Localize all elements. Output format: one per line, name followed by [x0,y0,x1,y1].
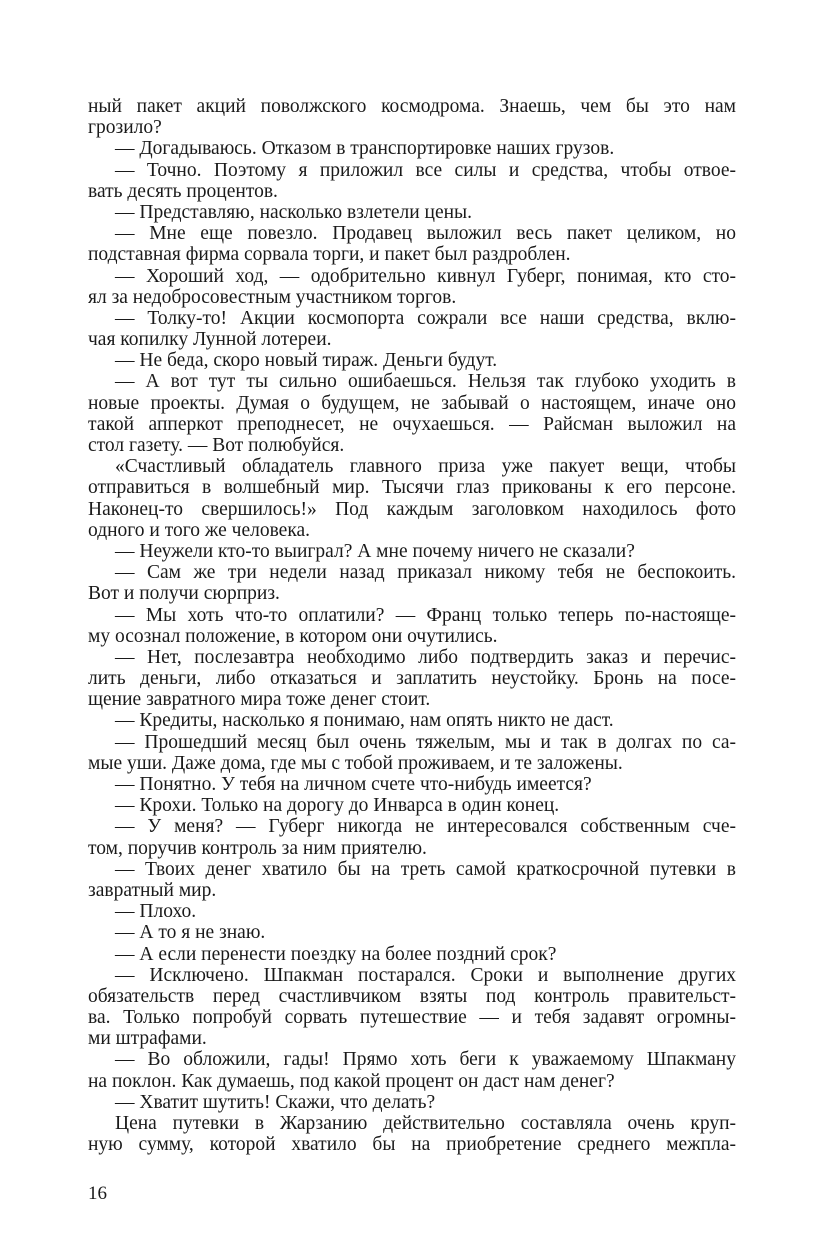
text-line: — Точно. Поэтому я приложил все силы и средства, чтобы отвое- [115,159,736,181]
text-line: — Не беда, скоро новый тираж. Деньги будут. [115,350,498,372]
text-line: — Прошедший месяц был очень тяжелым, мы и так в долгах по са- [115,731,736,753]
text-line: ми штрафами. [88,1028,207,1050]
text-line: — Понятно. У тебя на личном счете что-нибудь имеется? [115,774,592,795]
text-line: — Хороший ход, — одобрительно кивнул Губерг, понимая, кто сто- [115,265,736,287]
text-line: новые проекты. Думая о будущем, не забывай о настоящем, иначе оно [88,392,736,414]
text-line: — Нет, послезавтра необходимо либо подтвердить заказ и перечис- [115,646,736,668]
text-line: ял за недобросовестным участником торгов. [88,286,457,308]
text-line: — Представляю, насколько взлетели цены. [115,201,473,223]
text-line: — Толку-то! Акции космопорта сожрали все наши средства, вклю- [115,307,736,329]
text-line: Наконец-то свершилось!» Под каждым заголовком находилось фото [88,498,736,520]
text-line: подставная фирма сорвала торги, и пакет был раздроблен. [88,244,571,266]
text-line: завратный мир. [88,879,217,901]
text-line: — Догадываюсь. Отказом в транспортировке наших грузов. [115,138,615,160]
text-line: — А если перенести поездку на более поздний срок? [115,943,557,965]
text-line: — Мы хоть что-то оплатили? — Франц только теперь по-настояще- [115,604,736,626]
text-line: — Твоих денег хватило бы на треть самой краткосрочной путевки в [115,858,736,880]
text-line: отправиться в волшебный мир. Тысячи глаз прикованы к его персоне. [88,477,736,499]
text-line: — Неужели кто-то выиграл? А мне почему ничего не сказали? [115,540,635,562]
text-line: щение завратного мира тоже денег стоит. [88,689,431,711]
text-line: ный пакет акций поволжского космодрома. Знаешь, чем бы это нам [88,96,736,117]
text-line: — Во обложили, гады! Прямо хоть беги к уважаемому Шпакману [115,1049,736,1071]
text-line: Вот и получи сюрприз. [88,583,280,605]
text-line: лить деньги, либо отказаться и заплатить неустойку. Бронь на посе- [88,668,736,690]
text-line: — Кредиты, насколько я понимаю, нам опять никто не даст. [115,710,614,732]
text-line: — У меня? — Губерг никогда не интересовался собственным сче- [115,816,736,838]
text-line: — Плохо. [115,901,197,923]
text-line: — Крохи. Только на дорогу до Инварса в один конец. [115,795,560,817]
text-line: на поклон. Как думаешь, под какой процент он даст нам денег? [88,1070,615,1092]
text-line: том, поручив контроль за ним приятелю. [88,837,427,859]
text-line: чая копилку Лунной лотереи. [88,329,332,351]
text-line: му осознал положение, в котором они очутились. [88,625,498,647]
page-number: 16 [88,1183,107,1204]
text-line: грозило? [88,117,162,139]
text-line: вать десять процентов. [88,180,278,202]
text-line: ную сумму, которой хватило бы на приобретение среднего межпла- [88,1134,736,1156]
text-line: — Исключено. Шпакман постарался. Сроки и выполнение других [115,964,736,986]
text-line: — Сам же три недели назад приказал никому тебя не беспокоить. [115,562,736,584]
text-line: мые уши. Даже дома, где мы с тобой проживаем, и те заложены. [88,752,623,774]
text-line: — А то я не знаю. [115,922,266,944]
text-line: — А вот тут ты сильно ошибаешься. Нельзя так глубоко уходить в [115,371,736,393]
text-line: такой апперкот преподнесет, не очухаешься. — Райсман выложил на [88,413,736,435]
body-text [88,96,736,1155]
text-line: ва. Только попробуй сорвать путешествие — и тебя задавят огромны- [88,1007,736,1029]
text-line: — Хватит шутить! Скажи, что делать? [115,1091,436,1113]
text-line: стол газету. — Вот полюбуйся. [88,435,345,456]
text-line: одного и того же человека. [88,519,311,541]
text-line: обязательств перед счастливчиком взяты под контроль правительст- [88,985,736,1007]
text-line: Цена путевки в Жарзанию действительно составляла очень круп- [115,1113,736,1134]
text-line: «Счастливый обладатель главного приза уже пакует вещи, чтобы [115,456,736,478]
text-line: — Мне еще повезло. Продавец выложил весь пакет целиком, но [115,223,736,245]
